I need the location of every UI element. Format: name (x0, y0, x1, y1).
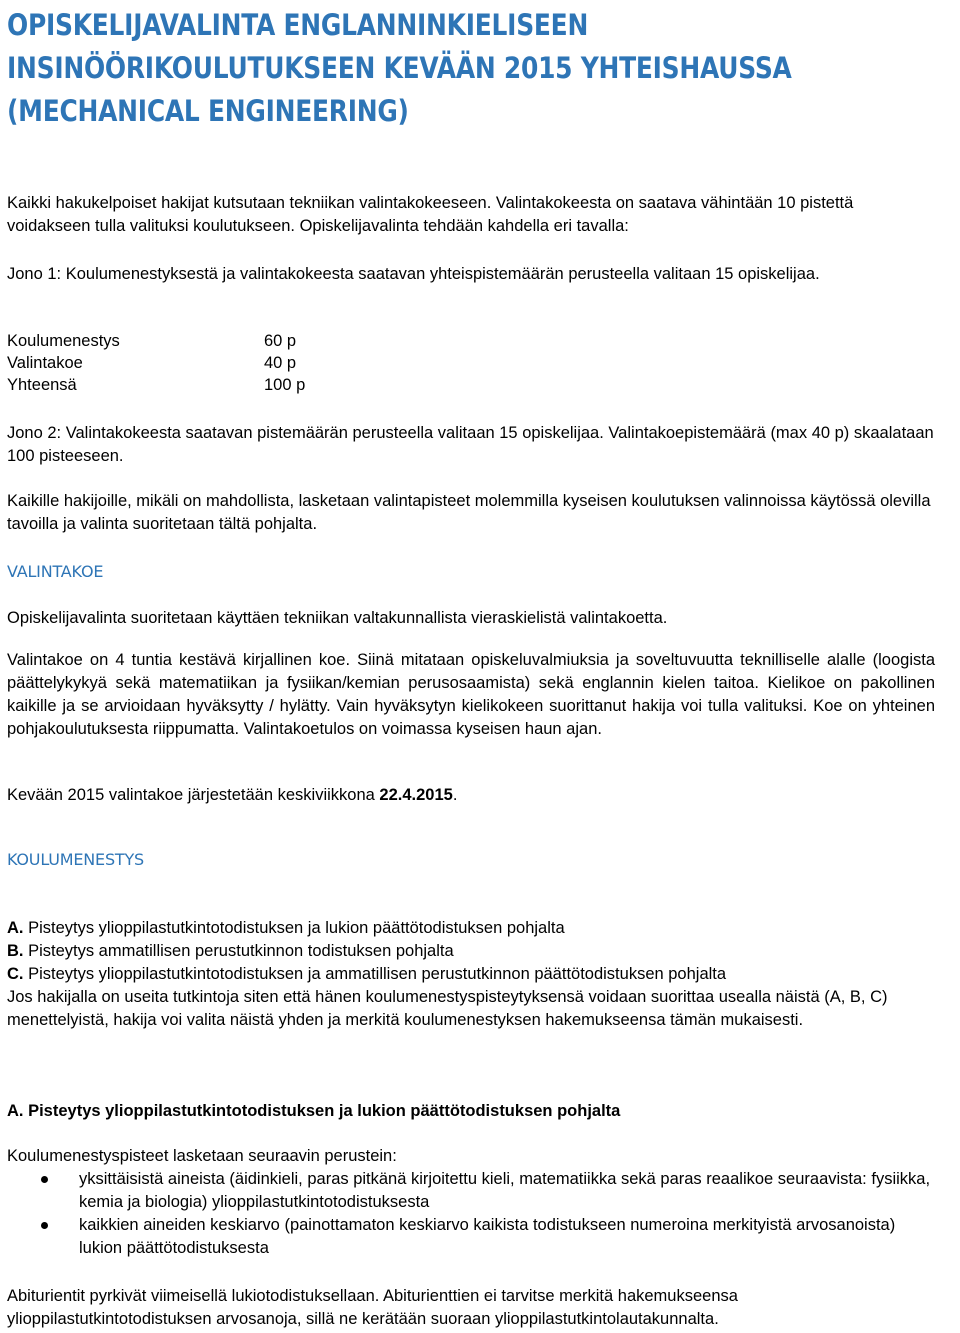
valintakoe-date-paragraph (7, 784, 935, 807)
title-line-3: (MECHANICAL ENGINEERING) (7, 94, 409, 128)
bullet-dot-icon (41, 1176, 48, 1183)
valintakoe-date-end: . (452, 786, 458, 804)
option-item (7, 917, 935, 940)
points-label: Koulumenestys (7, 332, 120, 350)
page-title (7, 4, 792, 133)
points-value: 60 p (264, 332, 297, 350)
option-text: Pisteytys ylioppilastutkintotodistuksen ja ammatillisen perustutkinnon päättötodistuksen pohjalta (23, 965, 727, 983)
option-text: Pisteytys ylioppilastutkintotodistuksen ja lukion päättötodistuksen pohjalta (23, 919, 565, 937)
bullet-text: yksittäisistä aineista (äidinkieli, paras pitkänä kirjoitettu kieli, matematiikka sekä paras reaalikoe seuraavista: fysiikka, kemia ja biologia) ylioppilastutkintotodistuksesta (79, 1170, 931, 1211)
option-text: Pisteytys ammatillisen perustutkinnon todistuksen pohjalta (23, 942, 454, 960)
bullet-item (7, 1214, 935, 1260)
option-item (7, 940, 935, 963)
options-note: Jos hakijalla on useita tutkintoja siten että hänen koulumenestyspisteytyksensä voidaan suorittaa usealla näistä (A, B, C) menettelyistä, hakija voi valita näistä yhden ja merkitä koulumenestyksen hakemukseensa tämän mukaisesti. (7, 988, 888, 1029)
option-item (7, 963, 935, 986)
option-letter: A. (7, 919, 24, 937)
section-heading-koulumenestys: KOULUMENESTYS (7, 850, 145, 869)
jono2-paragraph: Jono 2: Valintakokeesta saatavan pistemäärän perusteella valitaan 15 opiskelijaa. Valintakoepistemäärä (max 40 p) skaalataan 100 pisteeseen. (7, 424, 934, 465)
intro-paragraph: Kaikki hakukelpoiset hakijat kutsutaan tekniikan valintakokeeseen. Valintakokeesta on saatava vähintään 10 pistettä voidakseen tulla valituksi koulutukseen. Opiskelijavalinta tehdään kahdella eri tavalla: (7, 194, 854, 235)
points-value: 40 p (264, 354, 297, 372)
bullet-text: kaikkien aineiden keskiarvo (painottamaton keskiarvo kaikista todistukseen numeroina merkityistä arvosanoista) lukion päättötodistuksesta (79, 1216, 896, 1257)
section-a-title: A. Pisteytys ylioppilastutkintotodistuksen ja lukion päättötodistuksen pohjalta (7, 1102, 621, 1120)
points-label: Yhteensä (7, 376, 77, 394)
section-a-closing: Abiturientit pyrkivät viimeisellä lukiotodistuksellaan. Abiturienttien ei tarvitse merkitä hakemukseensa ylioppilastutkintotodistuksen arvosanoja, sillä ne kerätään suoraan ylioppilastutkintolautakunnalta. (7, 1287, 738, 1328)
section-heading-valintakoe: VALINTAKOE (7, 562, 104, 581)
bullet-item (7, 1168, 935, 1214)
valintakoe-date: 22.4.2015 (379, 786, 453, 804)
options-list (7, 917, 935, 1032)
jono1-paragraph: Jono 1: Koulumenestyksestä ja valintakokeesta saatavan yhteispistemäärän perusteella valitaan 15 opiskelijaa. (7, 265, 820, 283)
title-line-2: INSINÖÖRIKOULUTUKSEEN KEVÄÄN 2015 YHTEISHAUSSA (7, 51, 792, 85)
points-label: Valintakoe (7, 354, 83, 372)
bullet-dot-icon (41, 1222, 48, 1229)
valintakoe-paragraph-1: Opiskelijavalinta suoritetaan käyttäen tekniikan valtakunnallista vieraskielistä valintakoetta. (7, 609, 668, 627)
valintakoe-paragraph-2: Valintakoe on 4 tuntia kestävä kirjallinen koe. Siinä mitataan opiskeluvalmiuksia ja soveltuvuutta teknilliselle alalle (loogista päättelykykyä sekä matematiikan ja fysiikan/kemian perusosaamista) sekä englannin kielen taitoa. Kielikoe on pakollinen kaikille ja se arvioidaan hyväksytty / hylätty. Vain hyväksytyn kielikokeen suorittanut hakija voi tulla valituksi. Koe on yhteinen pohjakoulutuksesta riippumatta. Valintakoetulos on voimassa kyseisen haun ajan. (7, 651, 935, 738)
title-line-1: OPISKELIJAVALINTA ENGLANNINKIELISEEN (7, 8, 589, 42)
option-letter: B. (7, 942, 24, 960)
points-value: 100 p (264, 376, 306, 394)
section-a-intro: Koulumenestyspisteet lasketaan seuraavin perustein: (7, 1147, 397, 1165)
valintakoe-date-text: Kevään 2015 valintakoe järjestetään keskiviikkona (7, 786, 380, 804)
kaikille-paragraph: Kaikille hakijoille, mikäli on mahdollista, lasketaan valintapisteet molemmilla kyseisen koulutuksen valinnoissa käytössä olevilla tavoilla ja valinta suoritetaan tältä pohjalta. (7, 492, 931, 533)
option-letter: C. (7, 965, 24, 983)
